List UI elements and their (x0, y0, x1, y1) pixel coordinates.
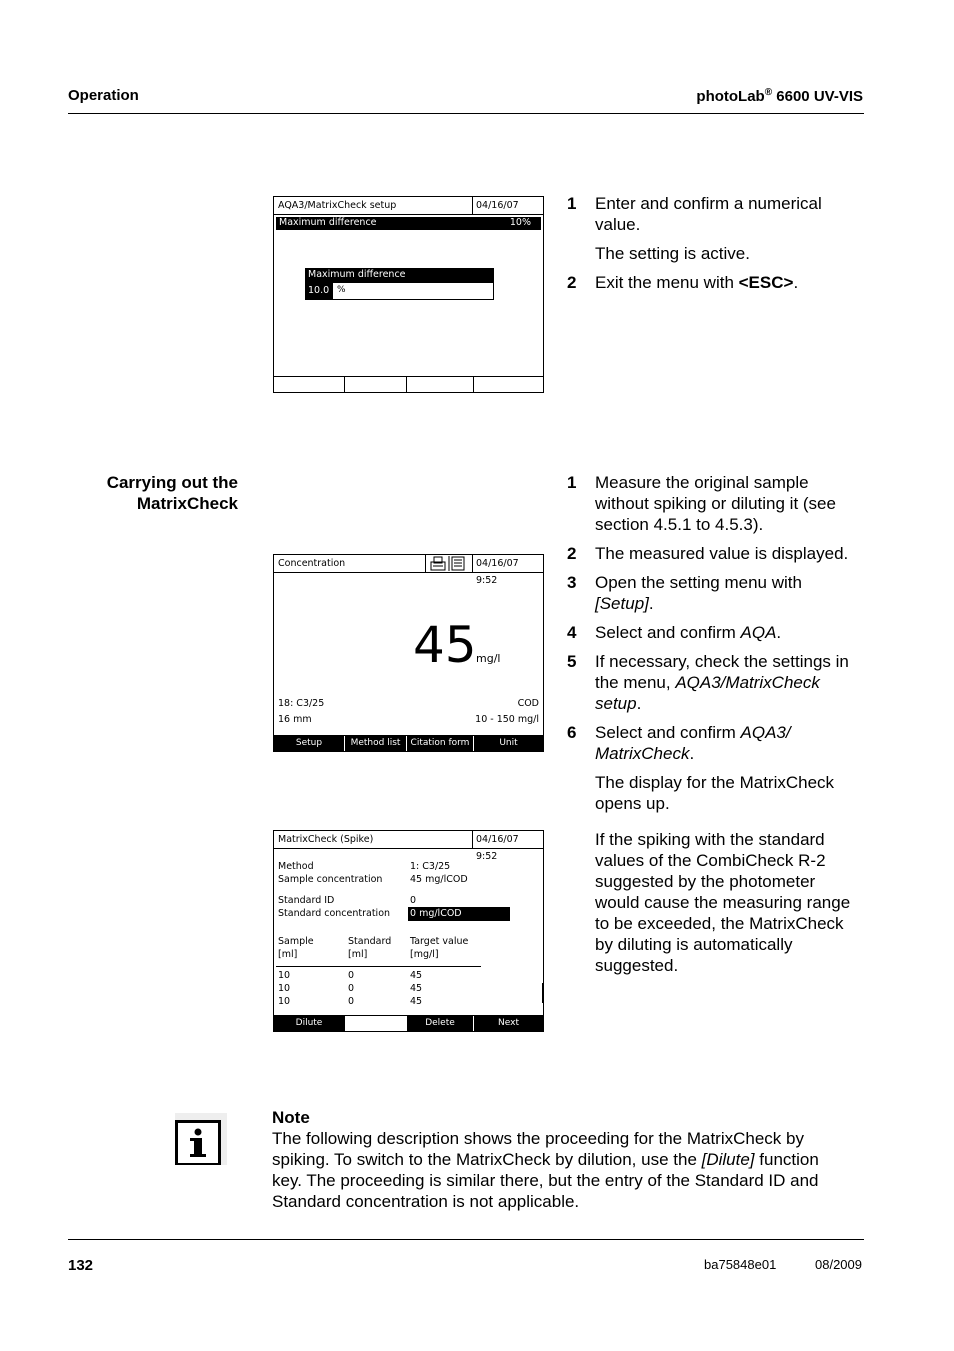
info-icon (175, 1113, 227, 1165)
aqa-ref: AQA (740, 623, 777, 642)
note-block (272, 1107, 852, 1212)
fkey-unit[interactable]: Unit (473, 736, 543, 751)
screen-date: 04/16/07 (472, 197, 543, 214)
cell-standard: 0 (348, 970, 355, 981)
header-section-title: Operation (68, 87, 139, 104)
cell-sample: 10 (278, 983, 291, 994)
doc-date: 08/2009 (815, 1257, 862, 1272)
cell-target: 45 (410, 970, 423, 981)
setup-key-ref: [Setup] (595, 594, 649, 613)
step-number: 6 (567, 723, 577, 742)
standard-concentration-value: 0 mg/lCOD (410, 908, 462, 919)
cell-target: 45 (410, 996, 423, 1007)
fkey-method-list[interactable]: Method list (344, 736, 406, 751)
fkey-4[interactable] (473, 377, 543, 392)
esc-key: <ESC> (738, 273, 794, 292)
fkey-empty[interactable] (344, 1016, 406, 1031)
step-5 (567, 651, 862, 714)
step-text: Exit the menu with (595, 273, 739, 292)
step-text: Open the setting menu with (595, 573, 802, 592)
cell-standard: 0 (348, 996, 355, 1007)
col-header-sample-unit: [ml] (278, 949, 298, 960)
fkey-3[interactable] (406, 377, 473, 392)
note-text-c: function key. The proceeding is similar there, but the entry of the Standard ID and Standard concentration is not applicable. (272, 1150, 819, 1211)
step-6 (567, 722, 862, 764)
steps-setup (567, 193, 862, 301)
header-rule (68, 113, 864, 114)
fkey-2[interactable] (344, 377, 406, 392)
step-number: 1 (567, 194, 577, 213)
header-product-name (696, 87, 863, 105)
step-text-end: . (776, 623, 782, 642)
table-scrollbar (542, 983, 543, 1003)
step-number: 3 (567, 573, 577, 592)
screen-date: 04/16/07 9:52 (472, 831, 543, 848)
fkey-dilute[interactable]: Dilute (274, 1016, 344, 1031)
screen-title: AQA3/MatrixCheck setup (278, 200, 397, 211)
step-text: The measured value is displayed. (595, 544, 849, 563)
screen-matrixcheck-spike (273, 830, 544, 1032)
step-text: Select and confirm (595, 623, 741, 642)
col-header-target: Target value (410, 936, 469, 947)
selected-menu-row[interactable] (276, 217, 541, 230)
step-number: 2 (567, 273, 577, 292)
step-text-end: . (689, 744, 695, 763)
range-label: 10 - 150 mg/l (475, 714, 539, 725)
col-header-target-unit: [mg/l] (410, 949, 439, 960)
steps-matrixcheck (567, 472, 862, 984)
standard-concentration-field[interactable] (408, 907, 510, 921)
table-divider (276, 966, 481, 967)
fkey-citation-form[interactable]: Citation form (406, 736, 473, 751)
standard-concentration-label: Standard concentration (278, 908, 391, 919)
step-number: 2 (567, 544, 577, 563)
status-icons (425, 555, 472, 572)
method-value: 1: C3/25 (410, 861, 451, 872)
screen-titlebar (274, 831, 543, 862)
dialog-title: Maximum difference (308, 269, 406, 280)
cell-target: 45 (410, 983, 423, 994)
step-1 (567, 193, 862, 235)
printer-memory-icon (426, 555, 472, 572)
section-heading (68, 472, 238, 514)
section-heading-line1: Carrying out the (106, 473, 238, 492)
registered-mark: ® (764, 87, 773, 98)
step-info: If the spiking with the standard values of the CombiCheck R-2 suggested by the photometer would cause the measuring range to be exceeded, the MatrixCheck by diluting is automatically suggested. (595, 830, 851, 975)
screen-date: 04/16/07 9:52 (472, 555, 543, 572)
dialog-titlebar (305, 268, 493, 283)
section-heading-line2: MatrixCheck (136, 494, 238, 513)
note-text (272, 1128, 852, 1212)
standard-id-value[interactable]: 0 (410, 895, 417, 906)
menu-row-label: Maximum difference (279, 217, 377, 228)
step-text: Measure the original sample without spiking or diluting it (see section 4.5.1 to 4.5.3). (595, 473, 836, 534)
step-number: 1 (567, 473, 577, 492)
step-number: 5 (567, 652, 577, 671)
screen-aqa3-setup (273, 196, 544, 393)
step-text-end: . (636, 694, 642, 713)
step-2 (567, 272, 862, 293)
measured-value: 45 (413, 616, 477, 674)
function-key-bar (274, 1015, 543, 1031)
col-header-standard-unit: [ml] (348, 949, 368, 960)
screen-title: Concentration (278, 558, 346, 569)
fkey-setup[interactable]: Setup (274, 736, 344, 751)
page-number: 132 (68, 1257, 94, 1274)
cell-standard: 0 (348, 983, 355, 994)
step-text-end: . (793, 273, 799, 292)
method-label: 18: C3/25 (278, 698, 325, 709)
screen-titlebar (274, 555, 543, 586)
step-text: Enter and confirm a numerical value. (595, 194, 822, 234)
step-1 (567, 472, 862, 535)
parameter-label: COD (517, 698, 539, 709)
screen-titlebar (274, 197, 543, 215)
menu-ref: AQA3/MatrixCheck setup (595, 673, 820, 713)
measured-unit: mg/l (476, 652, 501, 665)
doc-id: ba75848e01 (704, 1257, 777, 1272)
step-text: Select and confirm (595, 723, 741, 742)
dialog-value-text: 10.0 (308, 285, 330, 296)
standard-id-label: Standard ID (278, 895, 335, 906)
cell-sample: 10 (278, 970, 291, 981)
header-product-prefix: photoLab (696, 88, 765, 105)
note-title: Note (272, 1108, 310, 1127)
screen-title: MatrixCheck (Spike) (278, 834, 374, 845)
fkey-delete[interactable]: Delete (406, 1016, 473, 1031)
step-2 (567, 543, 862, 564)
function-key-bar (274, 376, 543, 392)
method-label: Method (278, 861, 314, 872)
step-result: The setting is active. (595, 244, 750, 263)
col-header-standard: Standard (348, 936, 392, 947)
note-text-a: The following description shows the proceeding for the MatrixCheck by spiking. To switch to the MatrixCheck by dilution, use the (272, 1129, 804, 1169)
dilute-key-ref: [Dilute] (701, 1150, 755, 1169)
footer-rule (68, 1239, 864, 1240)
cell-sample: 10 (278, 996, 291, 1007)
step-number: 4 (567, 623, 577, 642)
step-text-end: . (648, 594, 654, 613)
header-product-suffix: 6600 UV-VIS (772, 88, 863, 105)
sample-concentration-label: Sample concentration (278, 874, 383, 885)
input-dialog (305, 268, 494, 300)
step-4 (567, 622, 862, 643)
function-key-bar (274, 735, 543, 751)
cuvette-label: 16 mm (278, 714, 312, 725)
step-result: The display for the MatrixCheck opens up. (595, 773, 835, 813)
dialog-unit: % (337, 285, 346, 295)
fkey-1[interactable] (274, 377, 344, 392)
step-text: If necessary, check the settings in the menu, (595, 652, 849, 692)
sample-concentration-value: 45 mg/lCOD (410, 874, 468, 885)
step-3 (567, 572, 862, 614)
menu-row-value: 10% (509, 217, 531, 228)
fkey-next[interactable]: Next (473, 1016, 543, 1031)
screen-concentration (273, 554, 544, 752)
dialog-input-value[interactable] (305, 283, 333, 299)
info-icon-graphic (175, 1113, 227, 1165)
matrixcheck-ref: AQA3/ MatrixCheck (595, 723, 791, 763)
col-header-sample: Sample (278, 936, 314, 947)
